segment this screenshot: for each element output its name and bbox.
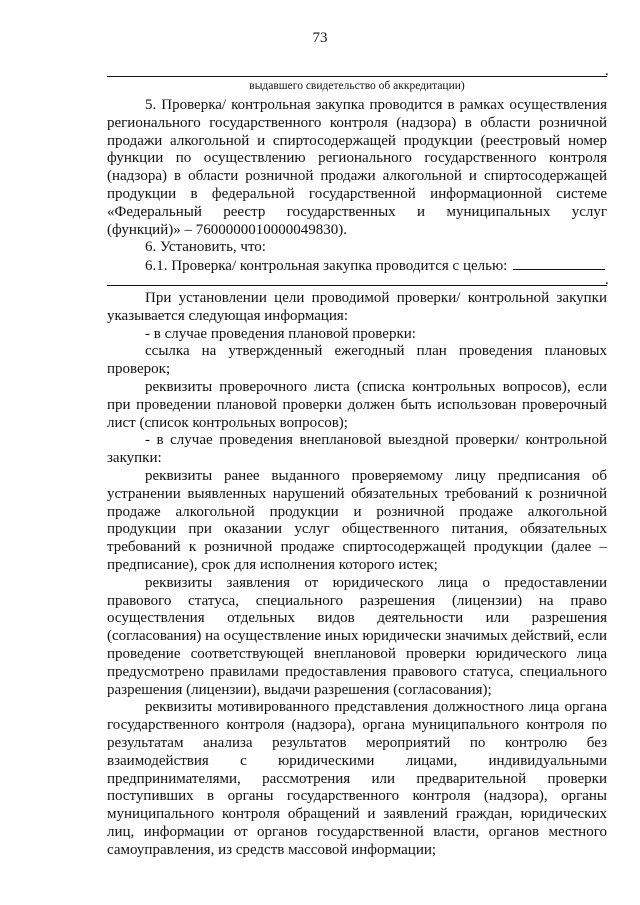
text-line: реквизиты заявления от юридического лица о предоставлении xyxy=(145,574,607,591)
text-line: проверок; xyxy=(107,361,171,378)
text-line: проведение соответствующей внеплановой проверки юридического лица xyxy=(107,645,607,662)
text-line: При установлении цели проводимой проверки/ контрольной закупки xyxy=(145,290,607,306)
fill-in-rule-purpose xyxy=(107,285,607,286)
page-number: 73 xyxy=(312,30,328,46)
text-block-purpose-guidance xyxy=(107,290,607,860)
rule-end-dot-top: . xyxy=(605,63,609,79)
text-line: функции по осуществлению регионального государственного контроля xyxy=(107,150,607,167)
text-line: предусмотрено правилами предоставления правового статуса, специального xyxy=(107,663,607,680)
text-block-paragraphs-5-6 xyxy=(107,97,607,275)
text-line: реквизиты проверочного листа (списка контрольных вопросов), если xyxy=(145,378,607,395)
text-line: лиц, информации от органов государственной власти, органов местного xyxy=(107,823,607,840)
text-line: «Федеральный реестр государственных и муниципальных услуг xyxy=(107,203,607,220)
field-caption: выдавшего свидетельство об аккредитации) xyxy=(249,80,465,92)
text-line: указывается следующая информация: xyxy=(107,307,348,324)
text-line: государственного контроля (надзора), органа муниципального контроля по xyxy=(107,717,607,734)
purpose-blank-field xyxy=(513,257,605,270)
text-line: самоуправления, из средств массовой информации; xyxy=(107,841,437,858)
text-line: лист (список контрольных вопросов); xyxy=(107,414,348,431)
rule-end-dot-purpose: . xyxy=(605,272,609,288)
text-line: предпринимателями, рассмотрения или предварительной проверки xyxy=(107,770,607,787)
text-line: осуществления отдельных видов деятельности или разрешения xyxy=(107,610,607,627)
text-line: продаже алкогольной продукции и розничной продаже алкогольной xyxy=(107,503,607,520)
text-line: муниципального контроля обращений и заявлений граждан, юридических xyxy=(107,806,607,823)
text-line: правового статуса, специального разрешения (лицензии) на право xyxy=(107,592,607,609)
fill-in-rule-top xyxy=(107,76,607,77)
text-line: предписание), срок для исполнения которого истек; xyxy=(107,556,438,573)
text-line: устранении выявленных нарушений обязательных требований к розничной xyxy=(107,485,607,502)
text-line: 6. Установить, что: xyxy=(145,239,266,256)
text-line: закупки: xyxy=(107,450,162,467)
text-line: продукции при оказании услуг общественного питания, обязательных xyxy=(107,521,607,538)
text-line: поступивших в органы государственного контроля (надзора), органы xyxy=(107,788,607,805)
text-line: при проведении плановой проверки должен быть использован проверочный xyxy=(107,396,607,413)
text-line: - в случае проведения плановой проверки: xyxy=(145,325,416,342)
text-line: реквизиты ранее выданного проверяемому лицу предписания об xyxy=(145,467,607,484)
text-line: 5. Проверка/ контрольная закупка проводится в рамках осуществления xyxy=(145,97,607,113)
text-line: (надзора) в области розничной продажи алкогольной и спиртосодержащей xyxy=(107,168,607,185)
text-line: продажи алкогольной и спиртосодержащей продукции (реестровый номер xyxy=(107,132,607,149)
text-line: взаимодействия с юридическими лицами, индивидуальными xyxy=(107,752,607,769)
text-line: регионального государственного контроля (надзора) в области розничной xyxy=(107,114,607,131)
text-line: - в случае проведения внеплановой выездной проверки/ контрольной xyxy=(145,432,607,449)
text-line: (функций)» – 7600000010000049830). xyxy=(107,221,347,238)
text-line: реквизиты мотивированного представления должностного лица органа xyxy=(145,699,607,716)
text-line: ссылка на утвержденный ежегодный план проведения плановых xyxy=(145,343,607,360)
text-line: продукции в федеральной государственной информационной системе xyxy=(107,185,607,202)
text-line: требований к розничной продаже спиртосодержащей продукции (далее – xyxy=(107,539,607,556)
text-line: разрешения (лицензии), выдачи разрешения (согласования); xyxy=(107,681,492,698)
text-line: (согласования) на осуществление иных юридически значимых действий, если xyxy=(107,628,607,645)
purpose-label: 6.1. Проверка/ контрольная закупка проводится с целью: xyxy=(145,258,508,275)
text-line: результатам анализа результатов мероприятий по контролю без xyxy=(107,734,607,751)
purpose-line xyxy=(107,257,607,275)
